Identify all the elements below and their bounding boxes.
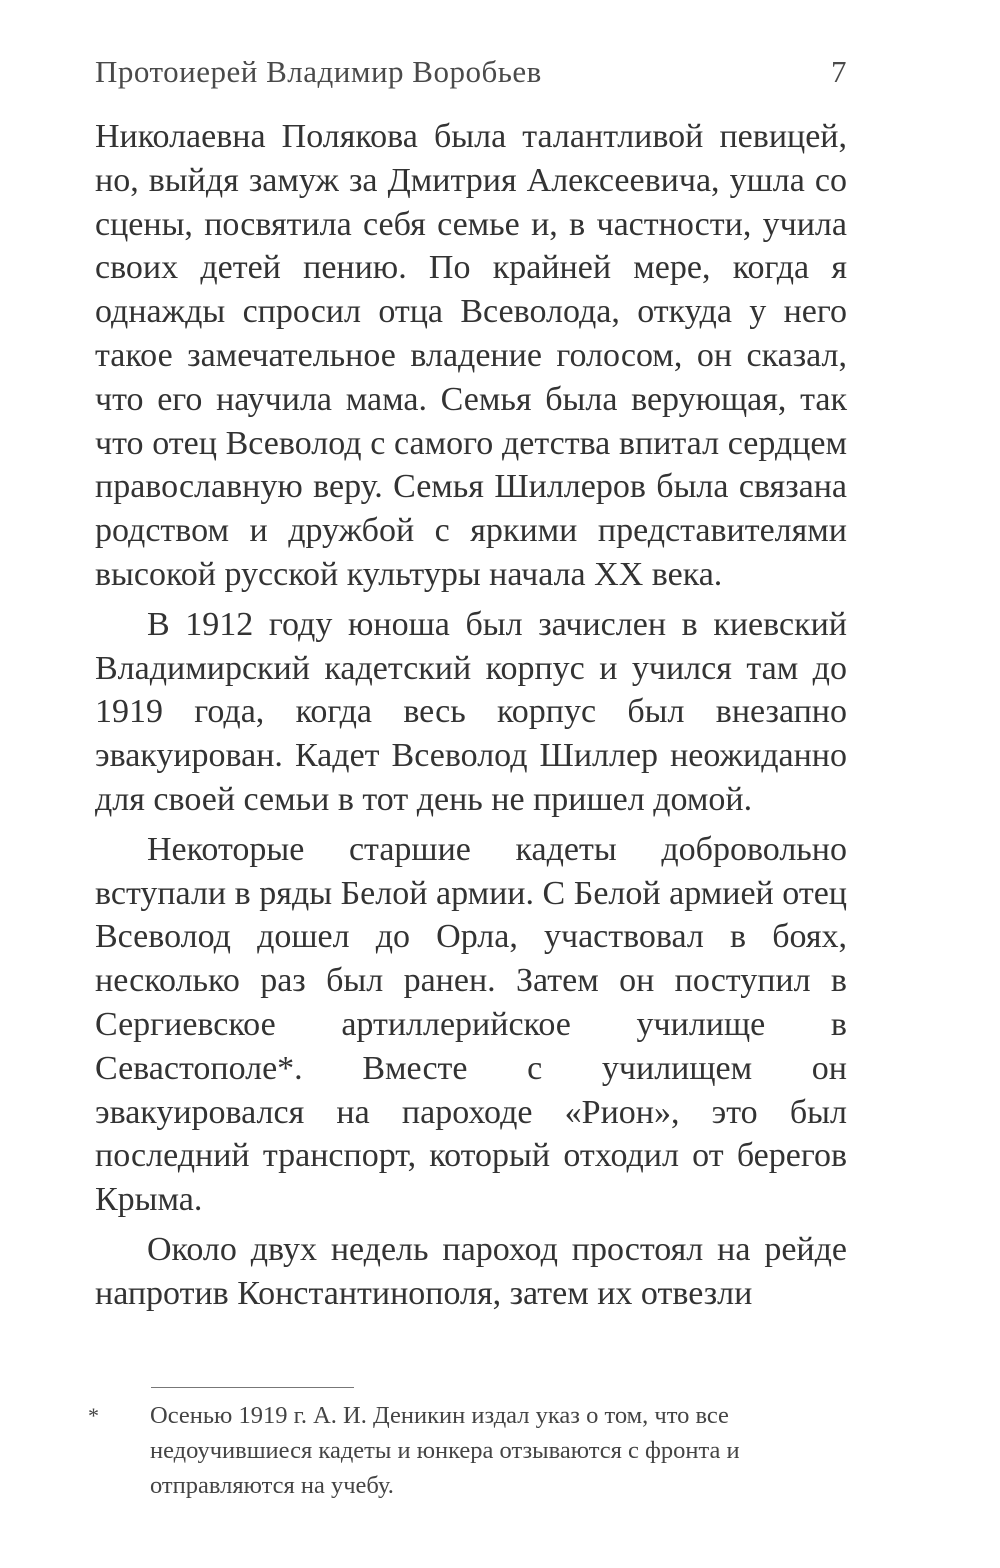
footnote: [88, 1398, 848, 1503]
paragraph: Николаевна Полякова была талантливой певицей, но, выйдя замуж за Дмитрия Алексеевича, ушла со сцены, посвятила себя семье и, в частности, учила своих детей пению. По крайней мере, когда я однажды спросил отца Всеволода, откуда у него такое замечательное владение голосом, он сказал, что его научила мама. Семья была верующая, так что отец Всеволод с самого детства впитал сердцем православную веру. Семья Шиллеров была связана родством и дружбой с яркими представителями высокой русской культуры начала XX века.: [95, 118, 847, 593]
paragraph: Около двух недель пароход простоял на рейде напротив Константинополя, затем их отвезли: [95, 1230, 847, 1312]
page-number: 7: [831, 54, 847, 89]
footnote-marker: *: [88, 1403, 99, 1428]
paragraph: В 1912 году юноша был зачислен в киевский Владимирский кадетский корпус и учился там до 1919 года, когда весь корпус был внезапно эвакуирован. Кадет Всеволод Шиллер неожиданно для своей семьи в тот день не пришел домой.: [95, 605, 847, 818]
running-head: [95, 48, 847, 94]
main-text: [95, 115, 847, 1322]
running-head-author: Протоиерей Владимир Воробьев: [95, 54, 542, 89]
footnote-text: Осенью 1919 г. А. И. Деникин издал указ о том, что все недоучившиеся кадеты и юнкера отзываются с фронта и отправляются на учебу.: [150, 1402, 740, 1499]
paragraph: Некоторые старшие кадеты добровольно вступали в ряды Белой армии. С Белой армией отец Всеволод дошел до Орла, участвовал в боях, несколько раз был ранен. Затем он поступил в Сергиевское артиллерийское училище в Севастополе*. Вместе с училищем он эвакуировался на пароходе «Рион», это был последний транспорт, который отходил от берегов Крыма.: [95, 830, 847, 1219]
footnote-divider: [151, 1387, 354, 1388]
